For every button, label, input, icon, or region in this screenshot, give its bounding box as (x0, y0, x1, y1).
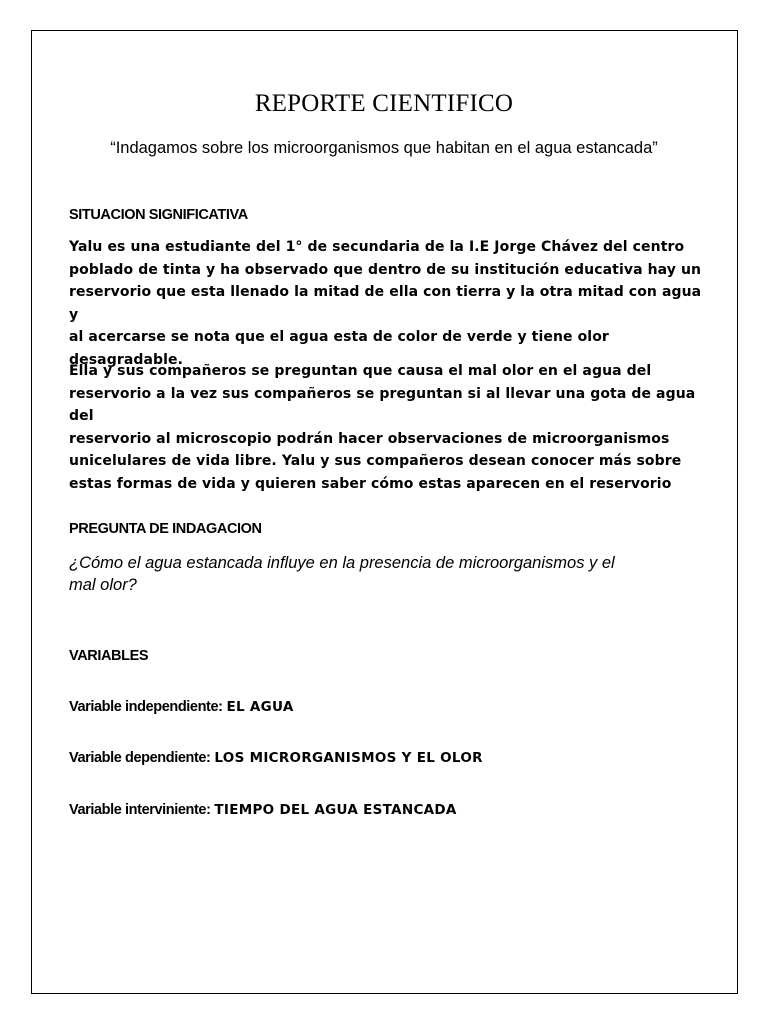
paragraph-line: poblado de tinta y ha observado que dentro de su institución educativa hay un (69, 261, 702, 278)
situacion-heading: SITUACION SIGNIFICATIVA (69, 207, 248, 223)
paragraph-line: unicelulares de vida libre. Yalu y sus compañeros desean conocer más sobre (69, 453, 682, 469)
variable-dependiente (69, 747, 709, 768)
page-border (31, 30, 738, 994)
paragraph-line: Ella y sus compañeros se preguntan que causa el mal olor en el agua del (69, 363, 652, 379)
variable-value: EL AGUA (226, 699, 294, 715)
variables-heading: VARIABLES (69, 648, 149, 664)
paragraph-line: reservorio a la vez sus compañeros se preguntan si al llevar una gota de agua del (69, 385, 696, 424)
question-line: mal olor? (69, 576, 137, 594)
variable-label: Variable dependiente: (69, 750, 211, 766)
variable-value: LOS MICRORGANISMOS Y EL OLOR (214, 750, 483, 766)
variable-value: TIEMPO DEL AGUA ESTANCADA (214, 802, 457, 818)
variable-label: Variable interviniente: (69, 802, 211, 818)
question-line: ¿Cómo el agua estancada influye en la presencia de microorganismos y el (69, 554, 615, 572)
paragraph-line: estas formas de vida y quieren saber cómo estas aparecen en el reservorio (69, 475, 672, 492)
situacion-paragraph-1 (69, 236, 709, 371)
variable-interviniente (69, 799, 709, 820)
paragraph-line: reservorio al microscopio podrán hacer observaciones de microorganismos (69, 430, 670, 447)
research-question (69, 552, 709, 596)
paragraph-line: al acercarse se nota que el agua esta de color de verde y tiene olor (69, 329, 609, 345)
pregunta-heading: PREGUNTA DE INDAGACION (69, 521, 262, 537)
paragraph-line: desagradable. (69, 351, 184, 368)
variable-label: Variable independiente: (69, 699, 223, 715)
variable-independiente (69, 696, 709, 717)
paragraph-line: reservorio que esta llenado la mitad de ella con tierra y la otra mitad con agua y (69, 284, 702, 323)
situacion-paragraph-2 (69, 360, 709, 495)
document-title: REPORTE CIENTIFICO (254, 90, 514, 117)
document-subtitle: “Indagamos sobre los microorganismos que habitan en el agua estancada” (110, 139, 658, 157)
paragraph-line: Yalu es una estudiante del 1° de secundaria de la I.E Jorge Chávez del centro (69, 239, 685, 255)
